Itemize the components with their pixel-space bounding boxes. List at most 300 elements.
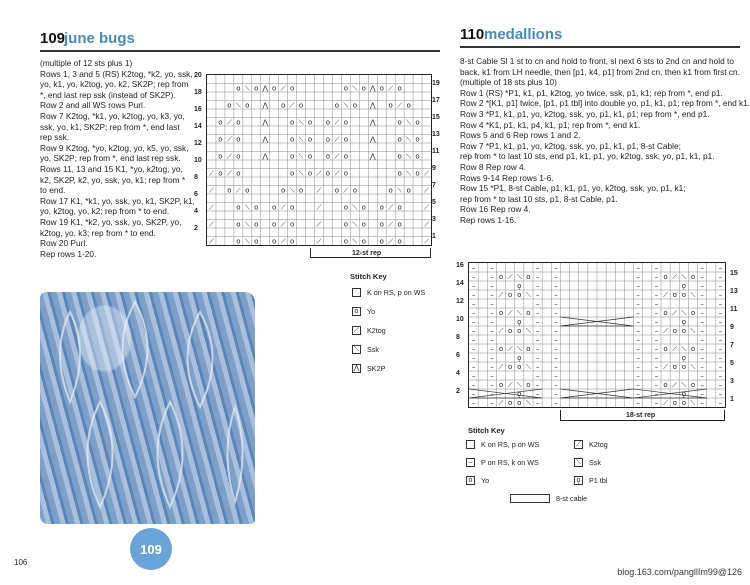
stitch-symbol: –: [535, 381, 540, 389]
stitch-symbol: o: [379, 84, 384, 93]
stitch-symbol: o: [236, 135, 241, 144]
stitch-symbol: –: [535, 390, 540, 398]
stitch-symbol: –: [700, 291, 704, 299]
stitch-symbol: ⟋: [672, 345, 678, 353]
stitch-symbol: –: [654, 282, 659, 290]
stitch-symbol: o: [397, 118, 402, 127]
stitch-symbol: ⟋: [424, 169, 429, 178]
stitch-symbol: ⋀: [369, 152, 376, 161]
left-rep-label: 12-st rep: [352, 250, 382, 257]
stitch-symbol: –: [636, 291, 640, 299]
stitch-symbol: o: [254, 203, 259, 212]
instruction-line: Rep rows 1-16.: [460, 214, 517, 225]
instruction-line: Row 7 K2tog, *k1, yo, k2tog, yo, k3, yo,: [40, 110, 185, 121]
stitch-symbol: –: [535, 318, 540, 326]
stitch-symbol: –: [654, 390, 659, 398]
instruction-line: Row 20 Purl.: [40, 238, 88, 249]
stitch-symbol: ⟍: [406, 118, 412, 127]
stitch-symbol: o: [254, 220, 259, 229]
stitch-symbol: –: [718, 264, 723, 272]
stitch-symbol: –: [471, 336, 476, 344]
stitch-symbol: o: [681, 291, 687, 299]
stitch-symbol: o: [498, 273, 504, 281]
key-label: Yo: [481, 476, 490, 485]
key-label: K2tog: [367, 326, 386, 335]
right-instructions: [460, 56, 750, 226]
stitch-symbol: –: [636, 345, 640, 353]
stitch-symbol: –: [718, 300, 723, 308]
key-symbol: o: [466, 476, 475, 485]
row-number: 9: [730, 324, 734, 331]
stitch-symbol: ǫ: [681, 354, 687, 362]
row-number: 8: [194, 174, 198, 181]
row-number: 1: [730, 396, 734, 403]
key-item: [352, 307, 375, 316]
stitch-symbol: ǫ: [681, 390, 687, 398]
stitch-symbol: o: [507, 399, 513, 407]
stitch-symbol: –: [700, 273, 704, 281]
instruction-line: k2tog, yo, k3; rep from * to end.: [40, 227, 156, 238]
row-number: 11: [730, 306, 738, 313]
stitch-symbol: –: [554, 300, 558, 308]
stitch-symbol: ⟋: [663, 291, 669, 299]
stitch-symbol: –: [535, 273, 540, 281]
stitch-symbol: ⋀: [369, 118, 376, 127]
instruction-line: Rep rows 1-20.: [40, 248, 97, 259]
key-label: Ssk: [367, 345, 379, 354]
row-number: 18: [194, 89, 202, 96]
stitch-symbol: ⟍: [298, 135, 304, 144]
stitch-symbol: –: [700, 318, 704, 326]
stitch-symbol: ⟋: [424, 220, 429, 229]
key-label: SK2P: [367, 364, 386, 373]
stitch-symbol: ⟋: [507, 309, 513, 317]
stitch-symbol: o: [406, 101, 411, 110]
key-symbol: ⟋: [574, 440, 583, 449]
stitch-symbol: –: [554, 327, 558, 335]
stitch-symbol: o: [498, 309, 504, 317]
stitch-symbol: ⟋: [498, 399, 504, 407]
key-symbol: ǫ: [574, 476, 583, 485]
stitch-symbol: –: [700, 372, 704, 380]
stitch-symbol: ⟋: [424, 237, 429, 245]
stitch-symbol: ǫ: [517, 282, 522, 290]
stitch-symbol: ⟍: [516, 345, 522, 353]
stitch-symbol: o: [397, 135, 402, 144]
stitch-symbol: –: [490, 345, 494, 353]
stitch-symbol: ⋀: [369, 84, 376, 93]
stitch-symbol: ⟍: [298, 152, 304, 161]
key-item: [352, 326, 386, 335]
row-number: 2: [456, 388, 460, 395]
stitch-symbol: o: [507, 327, 513, 335]
stitch-symbol: ǫ: [517, 318, 522, 326]
stitch-symbol: –: [535, 336, 540, 344]
stitch-symbol: –: [535, 327, 540, 335]
stitch-symbol: ⟋: [343, 186, 349, 195]
left-rep-tick-a: [310, 248, 311, 258]
stitch-symbol: o: [397, 220, 402, 229]
stitch-symbol: –: [490, 300, 494, 308]
stitch-symbol: –: [554, 336, 558, 344]
stitch-symbol: –: [654, 300, 659, 308]
stitch-symbol: o: [361, 84, 366, 93]
instruction-line: Row 1 (RS) *P1, k1, p1, k2tog, yo twice, ssk, p1, k1; rep from *, end p1.: [460, 87, 723, 98]
right-title-rule: [460, 46, 740, 48]
stitch-symbol: o: [672, 291, 677, 299]
stitch-symbol: o: [236, 169, 241, 178]
row-number: 11: [432, 148, 440, 155]
pattern-badge: 109: [130, 528, 172, 570]
stitch-symbol: –: [490, 363, 494, 371]
row-number: 14: [194, 123, 202, 130]
instruction-line: Row 4 *K1, p1, k1, p4, k1, p1; rep from *, end k1.: [460, 119, 641, 130]
stitch-symbol: o: [379, 220, 384, 229]
stitch-symbol: ⟋: [498, 291, 504, 299]
stitch-symbol: o: [325, 135, 331, 144]
stitch-symbol: o: [526, 345, 531, 353]
stitch-symbol: o: [343, 169, 349, 178]
stitch-symbol: ⟋: [316, 220, 322, 229]
stitch-symbol: –: [718, 381, 723, 389]
stitch-symbol: o: [379, 237, 384, 245]
stitch-symbol: ⟍: [244, 203, 250, 212]
stitch-symbol: –: [535, 282, 540, 290]
row-number: 7: [730, 342, 734, 349]
stitch-symbol: o: [254, 237, 259, 245]
row-number: 13: [432, 131, 440, 138]
stitch-symbol: ⟋: [388, 84, 394, 93]
stitch-symbol: –: [654, 372, 659, 380]
stitch-symbol: ⟋: [316, 203, 322, 212]
row-number: 6: [456, 352, 460, 359]
swatch-leaf-pattern: [40, 292, 255, 524]
stitch-symbol: ⟋: [226, 152, 232, 161]
stitch-symbol: o: [307, 169, 313, 178]
key-item: [574, 458, 601, 467]
stitch-symbol: ⟋: [498, 363, 504, 371]
instruction-line: ssk, yo, k1, SK2P; rep from *, end last: [40, 121, 180, 132]
key-item: [352, 364, 385, 373]
instruction-line: to end.: [40, 185, 66, 196]
stitch-symbol: o: [361, 237, 366, 245]
stitch-symbol: ⋀: [262, 118, 269, 127]
stitch-symbol: ⟍: [298, 118, 304, 127]
stitch-symbol: ⟋: [209, 186, 214, 195]
stitch-symbol: –: [554, 318, 558, 326]
stitch-symbol: o: [663, 273, 668, 281]
stitch-symbol: o: [289, 84, 295, 93]
stitch-symbol: ⟍: [681, 309, 687, 317]
stitch-symbol: –: [700, 336, 704, 344]
stitch-symbol: o: [415, 118, 420, 127]
stitch-symbol: ⟍: [690, 399, 696, 407]
stitch-symbol: o: [343, 84, 349, 93]
instruction-line: yo, SK2P; rep from *, end last rep ssk.: [40, 153, 181, 164]
stitch-symbol: –: [490, 282, 494, 290]
key-symbol: o: [352, 307, 361, 316]
left-key-title: Stitch Key: [350, 272, 387, 281]
instruction-line: Rows 11, 13 and 15 K1, *yo, k2tog, yo,: [40, 163, 183, 174]
stitch-symbol: ⟍: [516, 381, 522, 389]
instruction-line: rep ssk.: [40, 132, 70, 143]
stitch-symbol: o: [681, 363, 687, 371]
stitch-symbol: ⟋: [424, 186, 429, 195]
stitch-symbol: o: [690, 345, 696, 353]
right-chart-grid: [469, 263, 725, 407]
stitch-symbol: –: [654, 336, 659, 344]
stitch-symbol: ⟍: [681, 345, 687, 353]
key-symbol: ⟋: [352, 326, 361, 335]
stitch-symbol: –: [636, 399, 640, 407]
stitch-symbol: –: [654, 318, 659, 326]
right-rep-bar: [560, 420, 724, 421]
stitch-symbol: –: [636, 390, 640, 398]
stitch-symbol: ⟋: [334, 135, 340, 144]
stitch-symbol: o: [672, 399, 677, 407]
stitch-symbol: –: [700, 354, 704, 362]
stitch-symbol: o: [517, 291, 522, 299]
stitch-symbol: –: [535, 363, 540, 371]
stitch-symbol: o: [289, 135, 295, 144]
stitch-symbol: ⟋: [280, 84, 286, 93]
stitch-symbol: o: [343, 135, 349, 144]
stitch-symbol: ⟍: [406, 169, 412, 178]
stitch-symbol: –: [700, 390, 704, 398]
stitch-symbol: –: [535, 264, 540, 272]
instruction-line: Row 7 *P1, k1, p1, yo, k2tog, ssk, yo, p1, k1, p1, 8-st Cable;: [460, 140, 681, 151]
stitch-symbol: o: [663, 381, 668, 389]
stitch-symbol: o: [298, 186, 304, 195]
key-item: [574, 476, 607, 485]
instruction-line: *, end last rep ssk (instead of SK2P).: [40, 89, 176, 100]
stitch-symbol: ⟋: [280, 203, 286, 212]
stitch-symbol: –: [554, 372, 558, 380]
stitch-symbol: –: [654, 363, 659, 371]
stitch-symbol: –: [490, 381, 494, 389]
stitch-symbol: –: [636, 282, 640, 290]
stitch-symbol: –: [654, 399, 659, 407]
instruction-line: k2, SK2P, k2, yo, ssk, yo, k1; rep from *: [40, 174, 186, 185]
key-item: [466, 458, 539, 467]
stitch-symbol: o: [272, 220, 277, 229]
stitch-symbol: ⟋: [663, 363, 669, 371]
stitch-symbol: –: [535, 291, 540, 299]
stitch-symbol: –: [700, 327, 704, 335]
stitch-symbol: –: [636, 381, 640, 389]
stitch-symbol: o: [245, 186, 250, 195]
stitch-symbol: –: [535, 309, 540, 317]
stitch-symbol: ⟍: [690, 327, 696, 335]
stitch-symbol: –: [471, 327, 476, 335]
stitch-symbol: –: [718, 363, 723, 371]
stitch-symbol: ⟋: [498, 327, 504, 335]
stitch-symbol: ⟋: [388, 220, 394, 229]
key-item: [466, 476, 489, 485]
stitch-symbol: –: [718, 345, 723, 353]
row-number: 5: [730, 360, 734, 367]
stitch-symbol: ⟋: [280, 237, 286, 245]
stitch-symbol: ǫ: [517, 390, 522, 398]
stitch-symbol: o: [379, 203, 384, 212]
stitch-symbol: o: [681, 327, 687, 335]
stitch-symbol: o: [254, 84, 259, 93]
key-label: K on RS, p on WS: [481, 440, 540, 449]
instruction-line: rep from * to last 10 sts, end p1, k1, p1, yo, k2tog, ssk, yo, p1, k1, p1.: [460, 151, 715, 162]
stitch-symbol: –: [636, 300, 640, 308]
stitch-symbol: –: [718, 273, 723, 281]
page-number: 106: [14, 558, 28, 567]
stitch-symbol: o: [298, 101, 304, 110]
stitch-symbol: ⟋: [289, 101, 295, 110]
stitch-symbol: o: [352, 101, 357, 110]
stitch-symbol: o: [236, 237, 241, 245]
stitch-symbol: –: [654, 381, 659, 389]
stitch-symbol: –: [700, 264, 704, 272]
stitch-symbol: o: [388, 186, 393, 195]
stitch-symbol: o: [325, 118, 331, 127]
stitch-symbol: o: [272, 237, 277, 245]
stitch-symbol: –: [654, 273, 659, 281]
stitch-symbol: –: [718, 390, 723, 398]
stitch-symbol: o: [361, 203, 366, 212]
stitch-symbol: ⟍: [525, 291, 531, 299]
stitch-symbol: –: [654, 264, 659, 272]
row-number: 20: [194, 72, 202, 79]
stitch-symbol: ⋀: [262, 101, 269, 110]
stitch-symbol: –: [535, 354, 540, 362]
stitch-symbol: –: [718, 354, 723, 362]
key-label: Ssk: [589, 458, 601, 467]
stitch-symbol: o: [289, 118, 295, 127]
stitch-symbol: ⟍: [681, 381, 687, 389]
stitch-symbol: o: [672, 363, 677, 371]
stitch-symbol: –: [636, 309, 640, 317]
stitch-symbol: o: [517, 399, 522, 407]
stitch-symbol: –: [490, 390, 494, 398]
row-number: 14: [456, 280, 464, 287]
stitch-symbol: –: [654, 354, 659, 362]
stitch-symbol: ⟋: [209, 237, 214, 245]
stitch-symbol: o: [415, 152, 420, 161]
key-symbol: [510, 494, 550, 503]
stitch-symbol: o: [236, 220, 241, 229]
stitch-symbol: ⋀: [262, 135, 269, 144]
stitch-symbol: –: [554, 399, 558, 407]
stitch-symbol: o: [289, 152, 295, 161]
left-chart: [206, 74, 432, 246]
row-number: 2: [194, 225, 198, 232]
stitch-symbol: –: [471, 291, 476, 299]
stitch-symbol: –: [718, 399, 723, 407]
stitch-symbol: o: [352, 186, 357, 195]
stitch-symbol: o: [397, 152, 402, 161]
key-item: [574, 440, 608, 449]
stitch-symbol: ⟋: [507, 273, 513, 281]
stitch-symbol: –: [535, 399, 540, 407]
stitch-symbol: –: [471, 282, 476, 290]
stitch-symbol: o: [397, 237, 402, 245]
stitch-symbol: –: [490, 327, 494, 335]
stitch-symbol: ⟋: [388, 203, 394, 212]
stitch-symbol: –: [471, 273, 476, 281]
left-rep-bar: [310, 257, 430, 258]
right-rep-label: 18-st rep: [626, 412, 656, 419]
stitch-symbol: –: [700, 300, 704, 308]
stitch-symbol: o: [397, 203, 402, 212]
stitch-symbol: o: [289, 220, 295, 229]
stitch-symbol: o: [307, 118, 313, 127]
stitch-symbol: –: [700, 381, 704, 389]
stitch-symbol: –: [636, 273, 640, 281]
key-label: P1 tbl: [589, 476, 608, 485]
instruction-line: Row 19 K1, *k2, yo, ssk, yo, SK2P, yo,: [40, 216, 182, 227]
stitch-symbol: –: [636, 354, 640, 362]
stitch-symbol: o: [218, 135, 223, 144]
left-rep-tick-b: [430, 248, 431, 258]
stitch-symbol: ⟋: [507, 381, 513, 389]
stitch-symbol: –: [471, 399, 476, 407]
stitch-symbol: o: [397, 169, 402, 178]
stitch-symbol: –: [654, 291, 659, 299]
stitch-symbol: –: [490, 372, 494, 380]
stitch-symbol: ǫ: [681, 282, 687, 290]
stitch-symbol: –: [554, 264, 558, 272]
stitch-symbol: –: [471, 318, 476, 326]
stitch-symbol: –: [718, 309, 723, 317]
row-number: 10: [194, 157, 202, 164]
stitch-symbol: ⟋: [334, 169, 340, 178]
stitch-symbol: o: [517, 327, 522, 335]
stitch-symbol: o: [281, 186, 286, 195]
stitch-symbol: –: [554, 390, 558, 398]
left-instructions: [40, 58, 202, 259]
stitch-symbol: –: [554, 291, 558, 299]
stitch-symbol: o: [498, 345, 504, 353]
stitch-symbol: o: [307, 135, 313, 144]
stitch-symbol: o: [507, 291, 513, 299]
stitch-symbol: o: [690, 381, 696, 389]
stitch-symbol: ⟋: [226, 118, 232, 127]
stitch-symbol: o: [361, 220, 366, 229]
stitch-symbol: o: [289, 237, 295, 245]
stitch-symbol: ⟍: [525, 399, 531, 407]
left-pattern-title: june bugs: [64, 30, 135, 47]
key-item: [510, 494, 587, 503]
stitch-symbol: –: [490, 318, 494, 326]
stitch-symbol: o: [343, 152, 349, 161]
stitch-symbol: o: [526, 309, 531, 317]
stitch-symbol: o: [227, 186, 232, 195]
stitch-symbol: –: [535, 345, 540, 353]
stitch-symbol: –: [471, 372, 476, 380]
stitch-symbol: –: [700, 282, 704, 290]
stitch-symbol: ⟋: [663, 399, 669, 407]
instruction-line: Row 16 Rep row 4.: [460, 204, 531, 215]
stitch-symbol: o: [526, 273, 531, 281]
stitch-symbol: o: [498, 381, 504, 389]
stitch-symbol: ⟍: [352, 237, 358, 245]
row-number: 12: [456, 298, 464, 305]
stitch-symbol: o: [236, 118, 241, 127]
stitch-symbol: o: [272, 84, 277, 93]
instruction-line: rep from * to last 10 sts, p1, 8-st Cable, p1.: [460, 193, 618, 204]
row-number: 16: [194, 106, 202, 113]
stitch-symbol: ⟋: [334, 152, 340, 161]
stitch-symbol: o: [526, 381, 531, 389]
stitch-symbol: –: [636, 336, 640, 344]
stitch-symbol: ⟍: [352, 84, 358, 93]
